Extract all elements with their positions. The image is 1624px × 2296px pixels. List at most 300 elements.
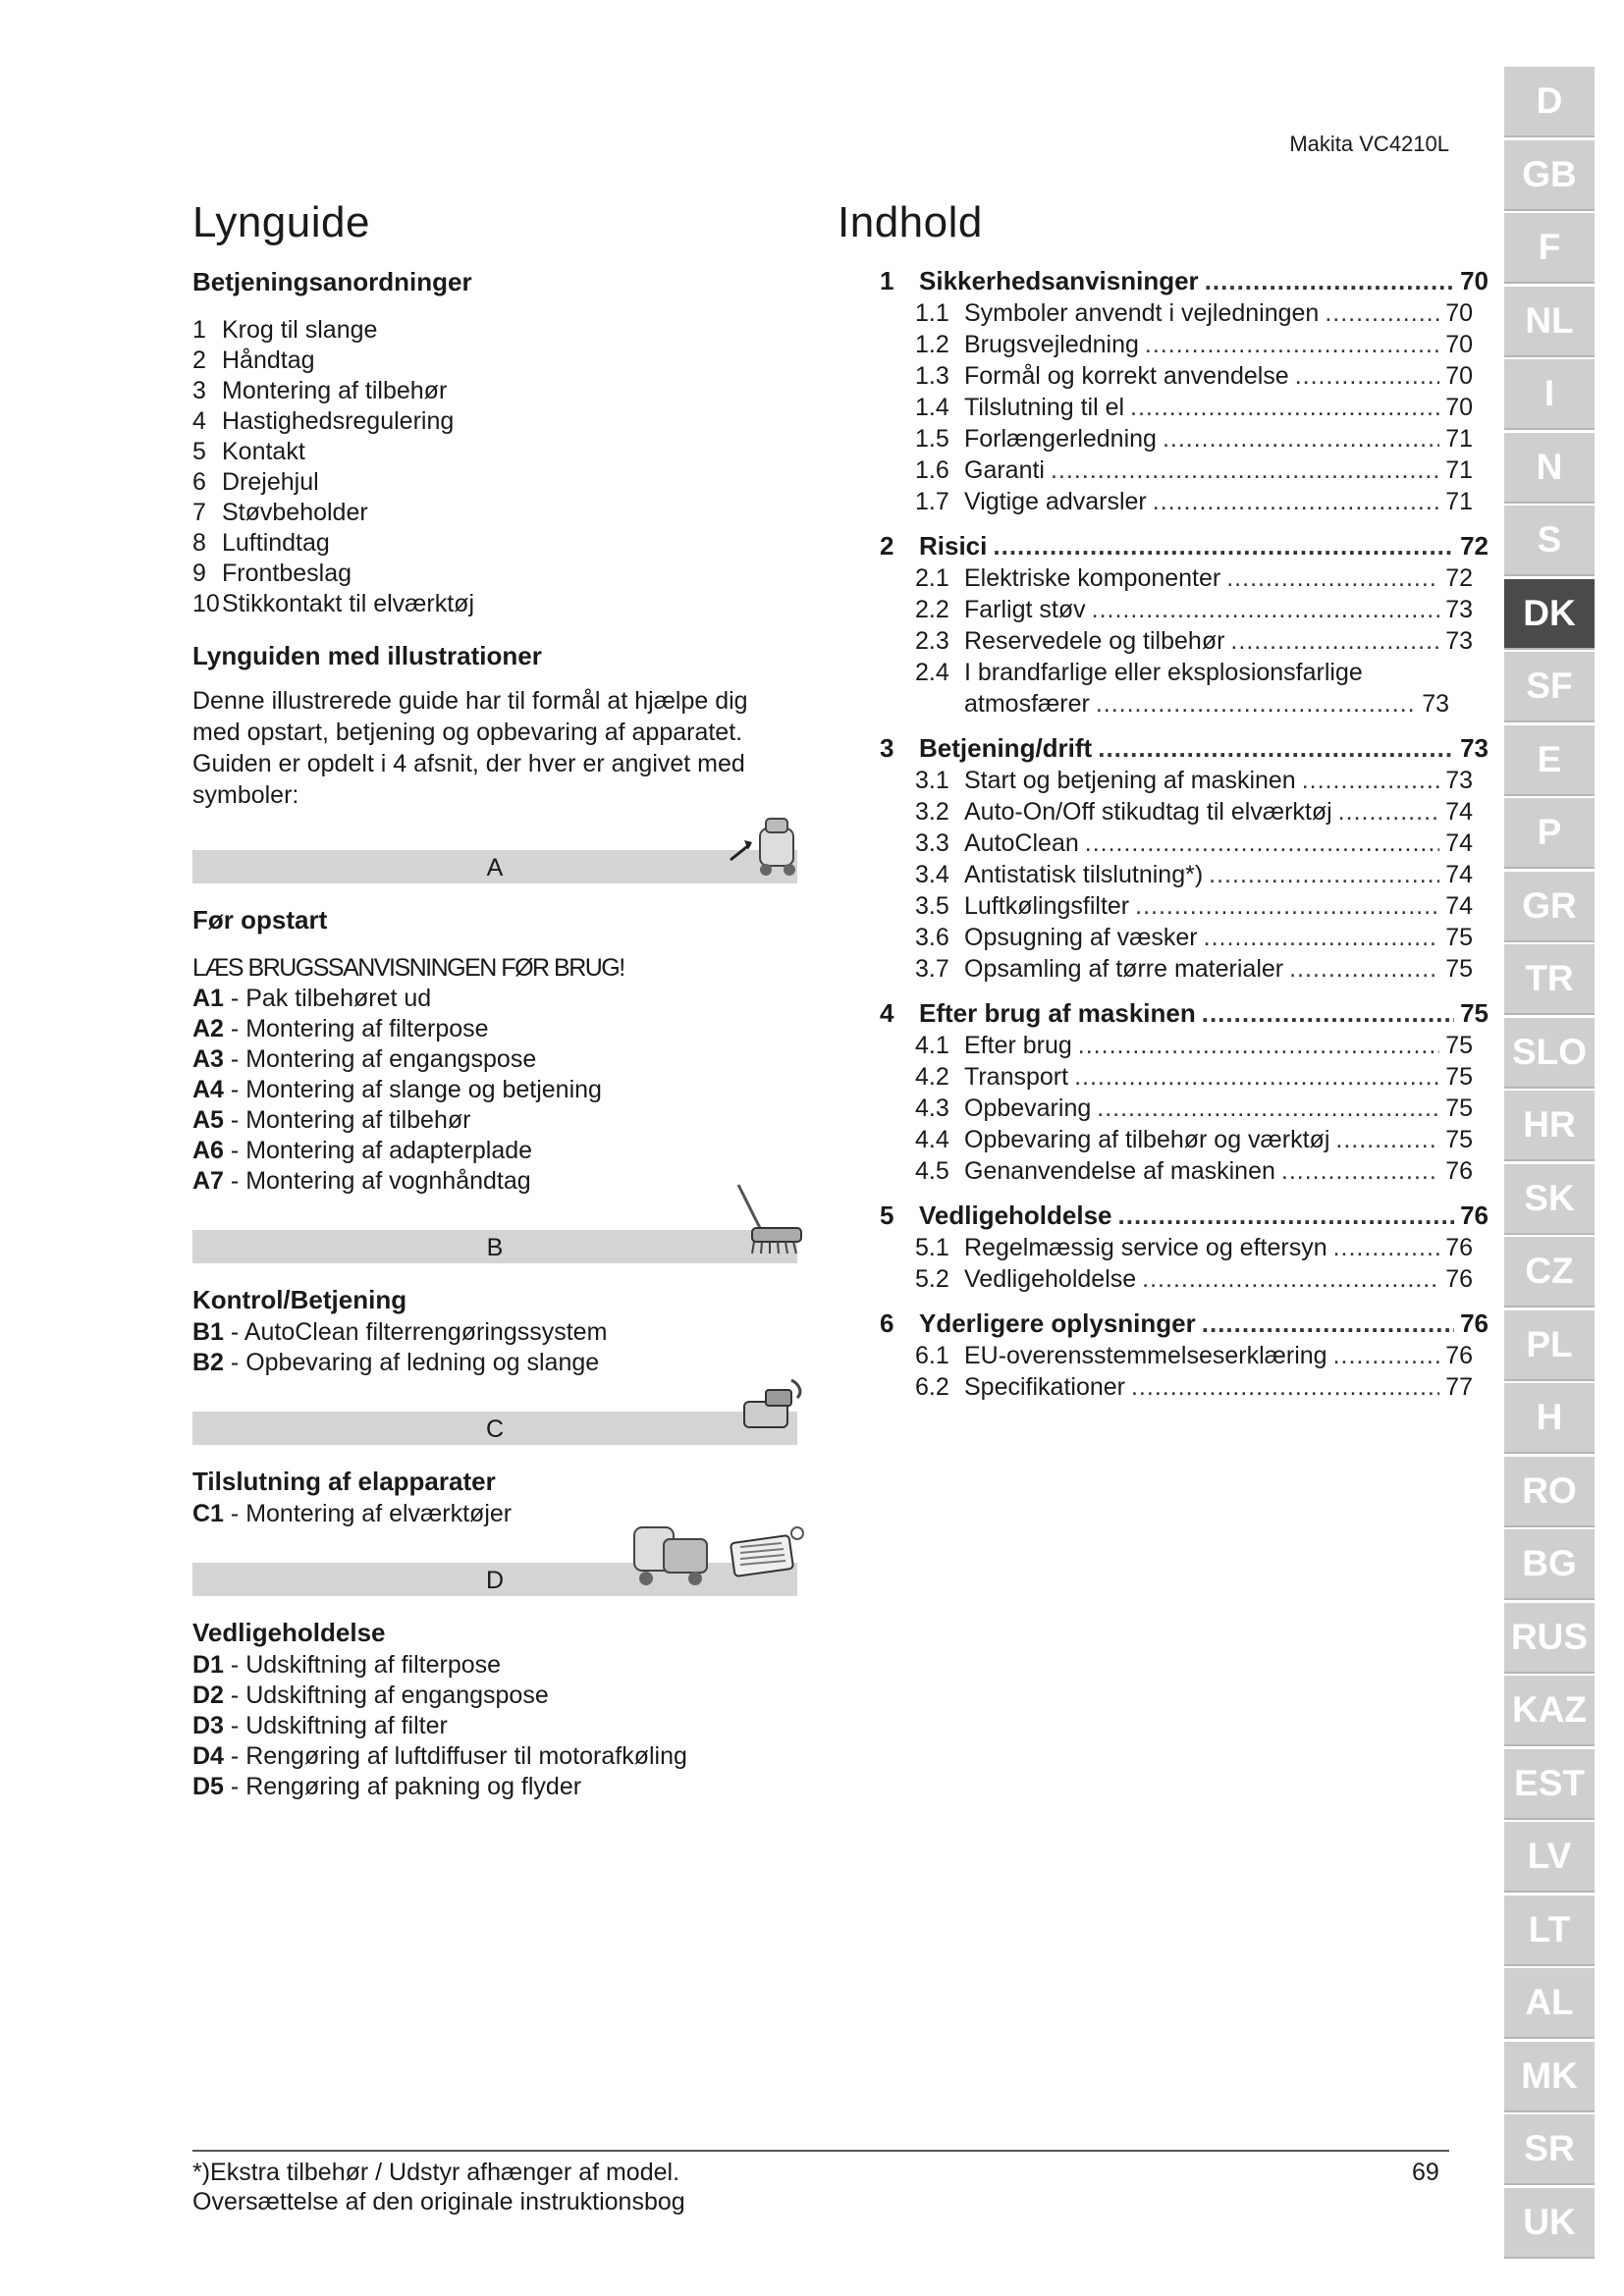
control-item bbox=[192, 315, 801, 346]
toc-leader bbox=[1226, 564, 1439, 593]
guide-item bbox=[192, 1044, 801, 1075]
toc-page: 75 bbox=[1445, 1063, 1473, 1091]
toc-page: 75 bbox=[1460, 998, 1489, 1028]
language-tab-n[interactable]: N bbox=[1504, 433, 1595, 504]
guide-item-code: C1 bbox=[192, 1500, 224, 1527]
toc-sub-entry bbox=[880, 1262, 1489, 1294]
section-note: LÆS BRUGSSANVISNINGEN FØR BRUG! bbox=[192, 954, 624, 982]
section-letter: D bbox=[485, 1567, 505, 1594]
controls-heading: Betjeningsanordninger bbox=[192, 267, 472, 296]
language-tab-hr[interactable]: HR bbox=[1504, 1091, 1595, 1161]
guide-item-separator: - bbox=[223, 1500, 246, 1527]
toc-leader bbox=[1202, 998, 1454, 1029]
guide-item bbox=[192, 1348, 801, 1378]
toc-leader bbox=[1135, 892, 1439, 921]
toc-sub-entry bbox=[880, 296, 1489, 328]
language-tab-rus[interactable]: RUS bbox=[1504, 1603, 1595, 1674]
language-tab-s[interactable]: S bbox=[1504, 506, 1595, 576]
toc-leader bbox=[1153, 488, 1439, 516]
toc-leader bbox=[1209, 861, 1439, 889]
control-item bbox=[192, 528, 801, 559]
control-label: Frontbeslag bbox=[222, 560, 352, 587]
toc-number: 4.1 bbox=[915, 1032, 949, 1059]
table-of-contents bbox=[880, 265, 1489, 1415]
control-label: Støvbeholder bbox=[222, 499, 368, 526]
toc-sub-entry bbox=[880, 454, 1489, 485]
guide-item bbox=[192, 1711, 801, 1741]
control-label: Montering af tilbehør bbox=[222, 377, 448, 404]
guide-item-text: Montering af engangspose bbox=[245, 1045, 537, 1073]
toc-leader bbox=[1118, 1201, 1455, 1231]
quick-guide-column bbox=[192, 267, 801, 1802]
toc-page: 76 bbox=[1445, 1342, 1473, 1369]
control-label: Stikkontakt til elværktøj bbox=[222, 590, 475, 617]
guide-item-code: B1 bbox=[192, 1318, 224, 1346]
toc-number: 3 bbox=[880, 733, 894, 763]
toc-label: Efter brug bbox=[964, 1032, 1072, 1059]
language-tab-sf[interactable]: SF bbox=[1504, 652, 1595, 722]
toc-page: 75 bbox=[1445, 924, 1473, 951]
toc-sub-entry bbox=[880, 593, 1489, 624]
guide-item-code: A1 bbox=[192, 985, 224, 1012]
toc-page: 72 bbox=[1445, 564, 1473, 592]
toc-label: Opbevaring bbox=[964, 1095, 1092, 1122]
guide-item bbox=[192, 1014, 801, 1044]
section-bar-a bbox=[192, 850, 797, 883]
toc-sub-entry bbox=[880, 921, 1489, 952]
toc-leader bbox=[1202, 1308, 1454, 1339]
language-tab-p[interactable]: P bbox=[1504, 798, 1595, 869]
guide-item-code: A5 bbox=[192, 1106, 224, 1134]
control-number: 5 bbox=[192, 438, 206, 465]
language-tab-kaz[interactable]: KAZ bbox=[1504, 1676, 1595, 1746]
toc-section bbox=[880, 1308, 1489, 1402]
control-label: Krog til slange bbox=[222, 316, 378, 344]
guide-item-code: D2 bbox=[192, 1682, 224, 1709]
toc-number: 3.3 bbox=[915, 829, 949, 857]
language-tab-bg[interactable]: BG bbox=[1504, 1529, 1595, 1600]
toc-sub-entry bbox=[880, 391, 1489, 422]
toc-label: Auto-On/Off stikudtag til elværktøj bbox=[964, 798, 1332, 826]
guide-item-text: Montering af slange og betjening bbox=[245, 1076, 602, 1103]
guide-item-text: Montering af tilbehør bbox=[245, 1106, 471, 1134]
toc-number: 6.1 bbox=[915, 1342, 949, 1369]
toc-section bbox=[880, 997, 1489, 1186]
quick-guide-title: Lynguide bbox=[192, 198, 370, 246]
guide-item-text: Montering af elværktøjer bbox=[245, 1500, 513, 1527]
guide-item-text: Rengøring af luftdiffuser til motorafkøling bbox=[245, 1742, 687, 1770]
toc-leader bbox=[1333, 1234, 1440, 1262]
toc-label: Transport bbox=[964, 1063, 1069, 1091]
toc-section bbox=[880, 265, 1489, 516]
footer-note: *)Ekstra tilbehør / Udstyr afhænger af model. bbox=[192, 2159, 680, 2186]
control-number: 8 bbox=[192, 529, 206, 557]
toc-page: 77 bbox=[1445, 1373, 1473, 1401]
toc-number: 5 bbox=[880, 1201, 894, 1230]
toc-sub-entry bbox=[880, 1370, 1489, 1402]
control-number: 7 bbox=[192, 499, 206, 526]
toc-number: 4.3 bbox=[915, 1095, 949, 1122]
toc-label: Start og betjening af maskinen bbox=[964, 767, 1296, 794]
toc-leader bbox=[1295, 362, 1439, 391]
toc-sub-entry bbox=[880, 359, 1489, 391]
toc-main-entry bbox=[880, 997, 1489, 1029]
language-tab-lt[interactable]: LT bbox=[1504, 1896, 1595, 1966]
toc-page: 74 bbox=[1445, 798, 1473, 826]
language-tab-f[interactable]: F bbox=[1504, 213, 1595, 284]
toc-label: Farligt støv bbox=[964, 596, 1086, 623]
control-item bbox=[192, 559, 801, 589]
toc-leader bbox=[1131, 1373, 1439, 1402]
section-heading: Før opstart bbox=[192, 905, 328, 934]
language-tab-sk[interactable]: SK bbox=[1504, 1164, 1595, 1235]
section-illustration bbox=[732, 1372, 811, 1449]
guide-item-separator: - bbox=[223, 1318, 244, 1346]
toc-number: 1.6 bbox=[915, 456, 949, 484]
toc-sub-entry bbox=[880, 561, 1489, 593]
toc-page: 74 bbox=[1445, 829, 1473, 857]
toc-sub-entry bbox=[880, 1123, 1489, 1154]
toc-label: Efter brug af maskinen bbox=[919, 998, 1196, 1028]
page-number: 69 bbox=[1412, 2159, 1439, 2186]
toc-sub-entry bbox=[880, 827, 1489, 858]
toc-page: 71 bbox=[1445, 488, 1473, 515]
guide-item-text: Udskiftning af engangspose bbox=[245, 1682, 549, 1709]
section-bar-b bbox=[192, 1230, 797, 1263]
footer-divider bbox=[192, 2150, 1449, 2152]
guide-item-text: Montering af adapterplade bbox=[245, 1137, 533, 1164]
language-tab-nl[interactable]: NL bbox=[1504, 287, 1595, 357]
toc-number: 2.2 bbox=[915, 596, 949, 623]
toc-label: Vigtige advarsler bbox=[964, 488, 1147, 515]
toc-page: 70 bbox=[1445, 394, 1473, 421]
toc-leader bbox=[1051, 456, 1439, 485]
guide-item-text: Montering af filterpose bbox=[245, 1015, 489, 1042]
toc-page: 76 bbox=[1460, 1308, 1489, 1338]
toc-sub-entry bbox=[880, 952, 1489, 984]
toc-page: 71 bbox=[1445, 456, 1473, 484]
control-number: 2 bbox=[192, 347, 206, 374]
guide-item-separator: - bbox=[223, 1651, 246, 1679]
guide-item-text: Opbevaring af ledning og slange bbox=[245, 1349, 600, 1376]
toc-label: Forlængerledning bbox=[964, 425, 1157, 453]
toc-sub-entry bbox=[880, 1029, 1489, 1060]
toc-label: Opsugning af væsker bbox=[964, 924, 1198, 951]
section-letter: A bbox=[486, 854, 504, 881]
guide-item-separator: - bbox=[223, 1137, 246, 1164]
toc-number: 1.5 bbox=[915, 425, 949, 453]
toc-number: 6 bbox=[880, 1308, 894, 1338]
toc-number: 4.2 bbox=[915, 1063, 949, 1091]
guide-item-separator: - bbox=[223, 1045, 246, 1073]
toc-sub-entry-continued bbox=[880, 687, 1489, 719]
toc-sub-entry bbox=[880, 485, 1489, 516]
toc-page: 73 bbox=[1422, 690, 1449, 718]
toc-page: 70 bbox=[1445, 331, 1473, 358]
guide-item-text: Udskiftning af filterpose bbox=[245, 1651, 502, 1679]
toc-label: Vedligeholdelse bbox=[919, 1201, 1112, 1230]
toc-page: 76 bbox=[1445, 1157, 1473, 1185]
toc-main-entry bbox=[880, 732, 1489, 764]
toc-label: Reservedele og tilbehør bbox=[964, 627, 1225, 655]
toc-page: 70 bbox=[1445, 299, 1473, 327]
guide-item bbox=[192, 1772, 801, 1802]
toc-sub-entry bbox=[880, 1231, 1489, 1262]
toc-leader bbox=[1085, 829, 1439, 858]
guide-item-text: Udskiftning af filter bbox=[245, 1712, 448, 1739]
guide-item-code: D3 bbox=[192, 1712, 224, 1739]
toc-sub-entry bbox=[880, 624, 1489, 656]
toc-leader bbox=[993, 531, 1454, 561]
language-tab-cz[interactable]: CZ bbox=[1504, 1237, 1595, 1308]
section-heading: Kontrol/Betjening bbox=[192, 1285, 407, 1314]
guide-item-separator: - bbox=[223, 1742, 246, 1770]
toc-number: 3.2 bbox=[915, 798, 949, 826]
guide-item-separator: - bbox=[223, 985, 246, 1012]
section-letter: B bbox=[486, 1234, 504, 1261]
guide-item bbox=[192, 984, 801, 1014]
toc-label: Luftkølingsfilter bbox=[964, 892, 1130, 920]
guide-item-code: B2 bbox=[192, 1349, 224, 1376]
toc-label: Opsamling af tørre materialer bbox=[964, 955, 1284, 983]
control-label: Hastighedsregulering bbox=[222, 407, 455, 435]
toc-label-continued: atmosfærer bbox=[964, 690, 1090, 718]
toc-leader bbox=[1092, 596, 1440, 624]
toc-number: 2.3 bbox=[915, 627, 949, 655]
toc-label: Betjening/drift bbox=[919, 733, 1093, 763]
toc-number: 4.5 bbox=[915, 1157, 949, 1185]
language-tab-gb[interactable]: GB bbox=[1504, 140, 1595, 211]
language-tab-pl[interactable]: PL bbox=[1504, 1310, 1595, 1381]
guide-item-text: AutoClean filterrengøringssystem bbox=[244, 1318, 608, 1346]
guide-item-code: A7 bbox=[192, 1167, 224, 1195]
guide-item-code: D4 bbox=[192, 1742, 224, 1770]
section-heading: Vedligeholdelse bbox=[192, 1618, 386, 1647]
toc-page: 73 bbox=[1460, 733, 1489, 763]
control-item bbox=[192, 376, 801, 406]
toc-label: Opbevaring af tilbehør og værktøj bbox=[964, 1126, 1330, 1153]
guide-item bbox=[192, 1075, 801, 1105]
language-tab-h[interactable]: H bbox=[1504, 1383, 1595, 1454]
toc-number: 2 bbox=[880, 531, 894, 561]
control-label: Drejehjul bbox=[222, 468, 319, 496]
toc-leader bbox=[1098, 733, 1454, 764]
section-bar-d bbox=[192, 1563, 797, 1596]
guide-item bbox=[192, 1741, 801, 1772]
toc-main-entry bbox=[880, 1308, 1489, 1339]
toc-number: 1.7 bbox=[915, 488, 949, 515]
guide-item-code: A2 bbox=[192, 1015, 224, 1042]
toc-sub-entry bbox=[880, 1092, 1489, 1123]
toc-leader bbox=[1078, 1032, 1439, 1060]
toc-label: Elektriske komponenter bbox=[964, 564, 1221, 592]
toc-label: Regelmæssig service og eftersyn bbox=[964, 1234, 1327, 1261]
toc-label: Vedligeholdelse bbox=[964, 1265, 1137, 1293]
guide-item-separator: - bbox=[223, 1167, 246, 1195]
toc-number: 3.5 bbox=[915, 892, 949, 920]
toc-sub-entry bbox=[880, 795, 1489, 827]
toc-number: 3.7 bbox=[915, 955, 949, 983]
language-tab-mk[interactable]: MK bbox=[1504, 2042, 1595, 2112]
toc-leader bbox=[1289, 955, 1439, 984]
guide-item-separator: - bbox=[223, 1076, 246, 1103]
toc-leader bbox=[1333, 1342, 1440, 1370]
language-tab-est[interactable]: EST bbox=[1504, 1749, 1595, 1820]
toc-number: 3.4 bbox=[915, 861, 949, 888]
toc-leader bbox=[1074, 1063, 1439, 1092]
toc-main-entry bbox=[880, 530, 1489, 561]
toc-leader bbox=[1302, 767, 1439, 795]
illustrations-text: Denne illustrerede guide har til formål at hjælpe dig med opstart, betjening og opbevaring af apparatet. Guiden er opdelt i 4 afsnit, der hver er angivet med symboler: bbox=[192, 687, 748, 809]
toc-page: 73 bbox=[1445, 596, 1473, 623]
language-tab-gr[interactable]: GR bbox=[1504, 872, 1595, 942]
guide-item-text: Montering af vognhåndtag bbox=[245, 1167, 531, 1195]
toc-label: Garanti bbox=[964, 456, 1045, 484]
guide-sections bbox=[192, 850, 801, 1802]
language-tab-tr[interactable]: TR bbox=[1504, 944, 1595, 1015]
toc-leader bbox=[1281, 1157, 1439, 1186]
toc-leader bbox=[1204, 924, 1440, 952]
toc-sub-entry bbox=[880, 858, 1489, 889]
control-item bbox=[192, 437, 801, 467]
control-number: 9 bbox=[192, 560, 206, 587]
language-tab-lv[interactable]: LV bbox=[1504, 1822, 1595, 1893]
guide-item bbox=[192, 1136, 801, 1166]
toc-main-entry bbox=[880, 265, 1489, 296]
toc-number: 6.2 bbox=[915, 1373, 949, 1401]
toc-sub-entry bbox=[880, 764, 1489, 795]
toc-page: 76 bbox=[1445, 1265, 1473, 1293]
control-item bbox=[192, 406, 801, 437]
toc-leader bbox=[1096, 690, 1416, 719]
section-heading: Tilslutning af elapparater bbox=[192, 1467, 496, 1496]
language-tab-e[interactable]: E bbox=[1504, 725, 1595, 796]
toc-section bbox=[880, 1200, 1489, 1294]
toc-label: AutoClean bbox=[964, 829, 1079, 857]
toc-page: 70 bbox=[1460, 266, 1489, 295]
toc-number: 1.4 bbox=[915, 394, 949, 421]
toc-main-entry bbox=[880, 1200, 1489, 1231]
toc-section bbox=[880, 530, 1489, 719]
toc-number: 3.1 bbox=[915, 767, 949, 794]
toc-sub-entry bbox=[880, 328, 1489, 359]
toc-sub-entry bbox=[880, 889, 1489, 921]
language-tab-slo[interactable]: SLO bbox=[1504, 1018, 1595, 1089]
language-tab-ro[interactable]: RO bbox=[1504, 1457, 1595, 1527]
section-bar-c bbox=[192, 1412, 797, 1445]
toc-page: 75 bbox=[1445, 1126, 1473, 1153]
toc-number: 4 bbox=[880, 998, 894, 1028]
toc-page: 73 bbox=[1445, 627, 1473, 655]
guide-item-separator: - bbox=[223, 1349, 246, 1376]
toc-leader bbox=[1335, 1126, 1439, 1154]
control-label: Håndtag bbox=[222, 347, 315, 374]
toc-page: 70 bbox=[1445, 362, 1473, 390]
toc-page: 75 bbox=[1445, 1032, 1473, 1059]
toc-label: Formål og korrekt anvendelse bbox=[964, 362, 1289, 390]
toc-label: Genanvendelse af maskinen bbox=[964, 1157, 1275, 1185]
language-tab-sr[interactable]: SR bbox=[1504, 2114, 1595, 2185]
toc-page: 74 bbox=[1445, 861, 1473, 888]
toc-page: 76 bbox=[1445, 1234, 1473, 1261]
control-label: Kontakt bbox=[222, 438, 305, 465]
section-illustration bbox=[624, 1514, 811, 1600]
toc-number: 4.4 bbox=[915, 1126, 949, 1153]
control-label: Luftindtag bbox=[222, 529, 330, 557]
guide-item-separator: - bbox=[223, 1712, 246, 1739]
toc-label: I brandfarlige eller eksplosionsfarlige bbox=[964, 659, 1363, 686]
language-tab-uk[interactable]: UK bbox=[1504, 2188, 1595, 2259]
toc-leader bbox=[1097, 1095, 1439, 1123]
guide-item-code: D1 bbox=[192, 1651, 224, 1679]
toc-number: 1.2 bbox=[915, 331, 949, 358]
toc-label: Yderligere oplysninger bbox=[919, 1308, 1196, 1338]
toc-leader bbox=[1142, 1265, 1439, 1294]
toc-label: EU-overensstemmelseserklæring bbox=[964, 1342, 1327, 1369]
toc-leader bbox=[1205, 266, 1454, 296]
toc-number: 2.1 bbox=[915, 564, 949, 592]
control-number: 10 bbox=[192, 590, 220, 617]
toc-label: Sikkerhedsanvisninger bbox=[919, 266, 1199, 295]
guide-item-code: D5 bbox=[192, 1773, 224, 1800]
control-item bbox=[192, 498, 801, 528]
language-tab-d[interactable]: D bbox=[1504, 67, 1595, 137]
toc-number: 5.1 bbox=[915, 1234, 949, 1261]
toc-number: 3.6 bbox=[915, 924, 949, 951]
control-number: 6 bbox=[192, 468, 206, 496]
guide-item-text: Pak tilbehøret ud bbox=[245, 985, 432, 1012]
toc-leader bbox=[1338, 798, 1440, 827]
guide-item-separator: - bbox=[223, 1015, 246, 1042]
controls-list bbox=[192, 315, 801, 619]
guide-item bbox=[192, 1105, 801, 1136]
guide-item-separator: - bbox=[223, 1773, 246, 1800]
toc-label: Symboler anvendt i vejledningen bbox=[964, 299, 1320, 327]
toc-leader bbox=[1230, 627, 1439, 656]
guide-item-code: A3 bbox=[192, 1045, 224, 1073]
toc-page: 76 bbox=[1460, 1201, 1489, 1230]
toc-number: 1 bbox=[880, 266, 894, 295]
toc-page: 74 bbox=[1445, 892, 1473, 920]
control-number: 4 bbox=[192, 407, 206, 435]
control-number: 1 bbox=[192, 316, 206, 344]
language-tab-dk[interactable]: DK bbox=[1504, 579, 1595, 650]
toc-sub-entry bbox=[880, 1154, 1489, 1186]
footer-translation: Oversættelse af den originale instruktionsbog bbox=[192, 2188, 685, 2216]
toc-number: 1.3 bbox=[915, 362, 949, 390]
language-tab-i[interactable]: I bbox=[1504, 359, 1595, 430]
model-name: Makita VC4210L bbox=[1289, 132, 1449, 156]
toc-page: 71 bbox=[1445, 425, 1473, 453]
toc-number: 2.4 bbox=[915, 659, 949, 686]
toc-leader bbox=[1325, 299, 1439, 328]
toc-label: Brugsvejledning bbox=[964, 331, 1139, 358]
toc-leader bbox=[1145, 331, 1439, 359]
toc-label: Antistatisk tilslutning*) bbox=[964, 861, 1204, 888]
language-tab-al[interactable]: AL bbox=[1504, 1968, 1595, 2039]
control-item bbox=[192, 346, 801, 376]
toc-label: Risici bbox=[919, 531, 988, 561]
guide-item-code: A4 bbox=[192, 1076, 224, 1103]
section-illustration bbox=[732, 1181, 811, 1267]
guide-item bbox=[192, 1166, 801, 1197]
toc-sub-entry bbox=[880, 1339, 1489, 1370]
toc-label: Tilslutning til el bbox=[964, 394, 1125, 421]
control-item bbox=[192, 589, 801, 619]
toc-page: 75 bbox=[1445, 1095, 1473, 1122]
toc-sub-entry bbox=[880, 1060, 1489, 1092]
toc-sub-entry bbox=[880, 656, 1489, 687]
